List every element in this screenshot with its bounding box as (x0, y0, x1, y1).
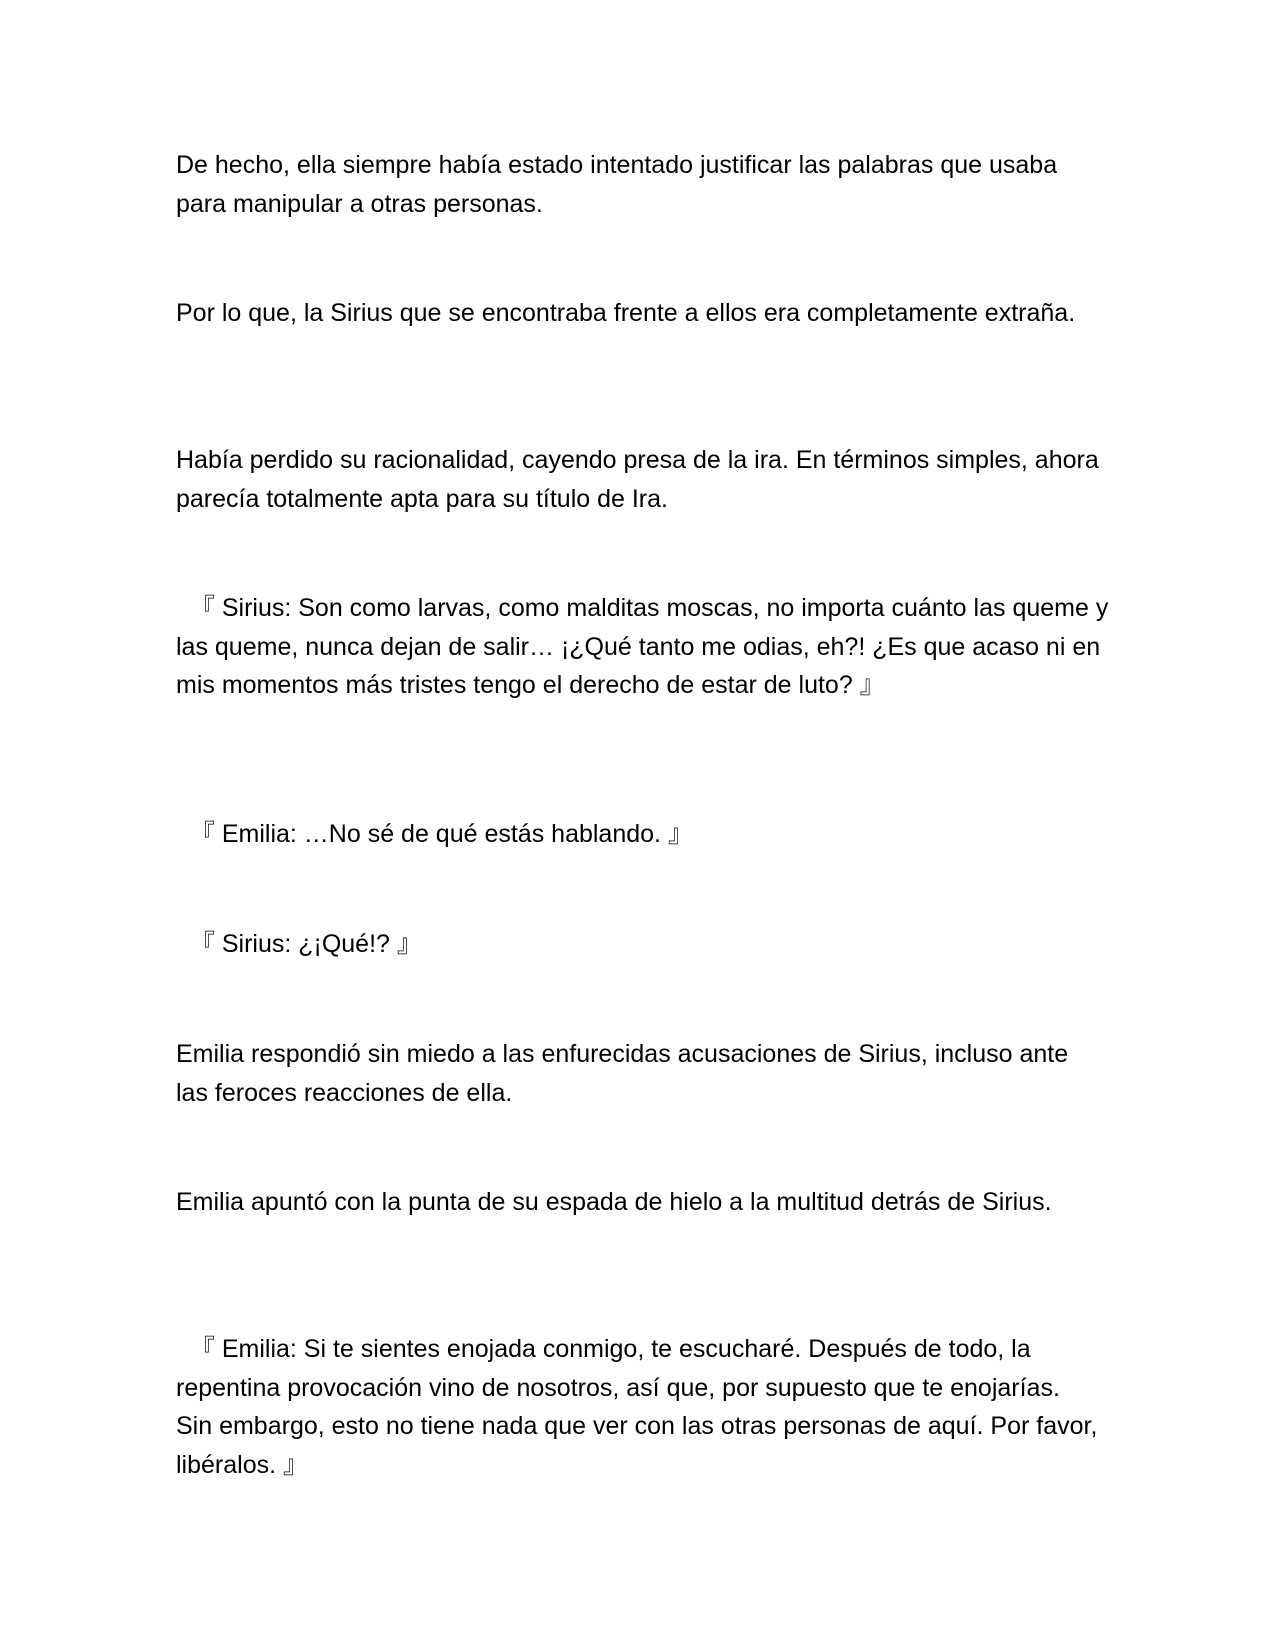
paragraph-1: De hecho, ella siempre había estado intentado justificar las palabras que usaba para manipular a otras personas. (176, 151, 1058, 218)
paragraph-3: Había perdido su racionalidad, cayendo presa de la ira. En términos simples, ahora parecía totalmente apta para su título de Ira. (176, 446, 1099, 513)
dialogue-emilia-2: 『 Emilia: Si te sientes enojada conmigo, te escucharé. Después de todo, la repentina provocación vino de nosotros, así que, por supuesto que te enojarías. Sin embargo, esto no tiene nada que ver con las otras personas de aquí. Por favor, libéralos. 』 (176, 1335, 1098, 1479)
paragraph-2: Por lo que, la Sirius que se encontraba frente a ellos era completamente extraña. (176, 299, 1076, 327)
dialogue-sirius-1: 『 Sirius: Son como larvas, como malditas moscas, no importa cuánto las queme y las queme, nunca dejan de salir… ¡¿Qué tanto me odias, eh?! ¿Es que acaso ni en mis momentos más tristes tengo el derecho de estar de luto? 』 (176, 594, 1109, 699)
paragraph-5: Emilia apuntó con la punta de su espada de hielo a la multitud detrás de Sirius. (176, 1188, 1052, 1216)
dialogue-emilia-1: 『 Emilia: …No sé de qué estás hablando. 』 (176, 820, 693, 848)
paragraph-4: Emilia respondió sin miedo a las enfurecidas acusaciones de Sirius, incluso ante las feroces reacciones de ella. (176, 1040, 1069, 1107)
dialogue-sirius-2: 『 Sirius: ¿¡Qué!? 』 (176, 930, 422, 958)
